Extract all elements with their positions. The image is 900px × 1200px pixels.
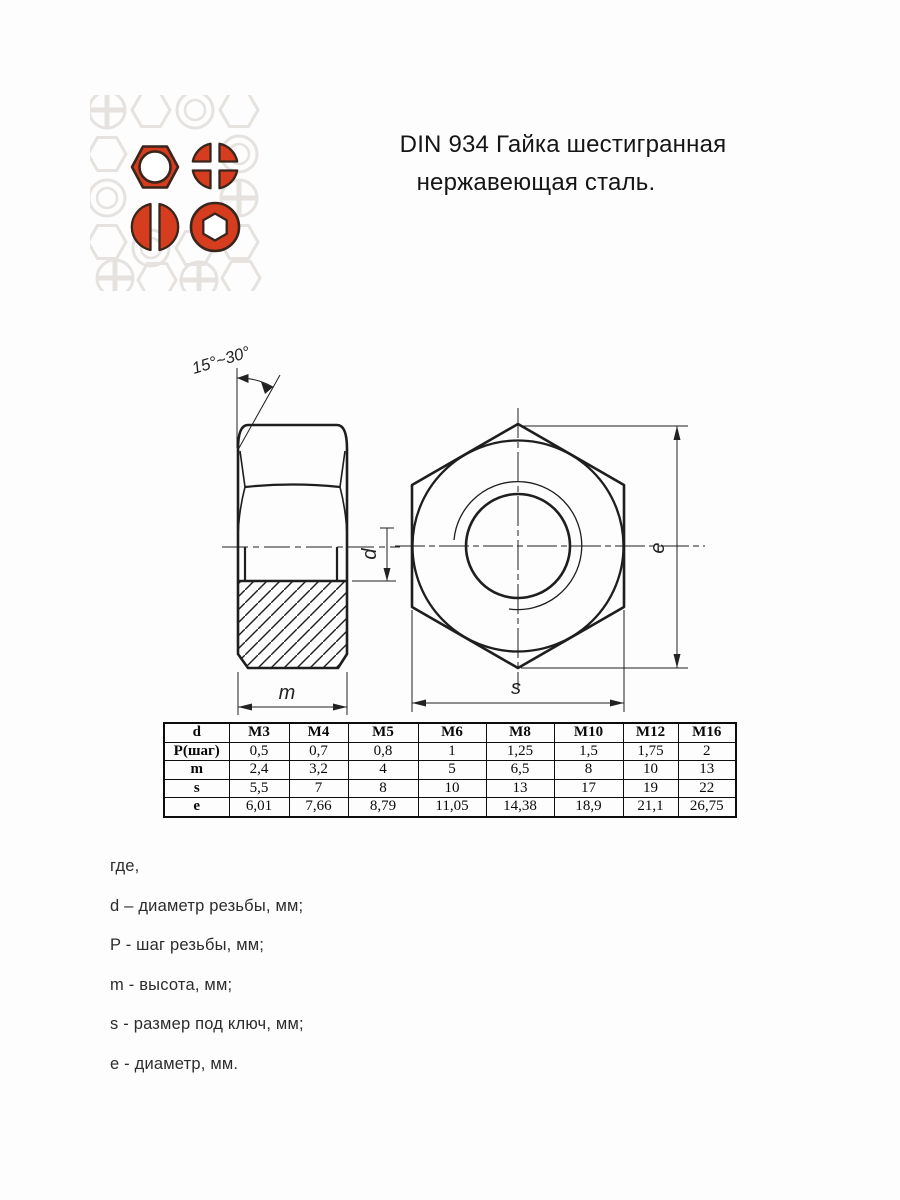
- dimension-m: [238, 672, 347, 715]
- table-cell: M10: [554, 723, 623, 742]
- fastener-watermark-pattern: [90, 95, 260, 291]
- dimension-e: [521, 426, 688, 668]
- table-row: [164, 742, 736, 761]
- table-cell: 5: [418, 761, 486, 780]
- chamfer-angle-dimension: [190, 343, 280, 448]
- legend-line: s - размер под ключ, мм;: [110, 1015, 304, 1033]
- dim-label-m: m: [278, 682, 296, 704]
- section-hatching: [235, 578, 350, 673]
- title-line-1: DIN 934 Гайка шестигранная: [399, 131, 727, 158]
- table-cell: 0,8: [348, 742, 418, 761]
- table-cell: 22: [678, 779, 736, 798]
- table-cell: 14,38: [486, 798, 554, 817]
- table-cell: M16: [678, 723, 736, 742]
- table-cell: 26,75: [678, 798, 736, 817]
- table-cell: 10: [418, 779, 486, 798]
- table-cell: 5,5: [229, 779, 289, 798]
- table-cell: 1: [418, 742, 486, 761]
- legend-line: где,: [110, 857, 140, 875]
- table-cell: d: [164, 723, 229, 742]
- table-cell: 7,66: [289, 798, 348, 817]
- table-cell: s: [164, 779, 229, 798]
- table-cell: 11,05: [418, 798, 486, 817]
- page-title: [305, 126, 821, 202]
- table-cell: 1,5: [554, 742, 623, 761]
- legend-line: e - диаметр, мм.: [110, 1054, 239, 1073]
- table-cell: 6,01: [229, 798, 289, 817]
- table-cell: M8: [486, 723, 554, 742]
- table-cell: 13: [678, 761, 736, 780]
- title-line-2: нержавеющая сталь.: [416, 169, 656, 196]
- table-cell: P(шаг): [164, 742, 229, 761]
- company-logo: [90, 95, 275, 291]
- table-cell: 21,1: [623, 798, 678, 817]
- angle-label: 15°~30°: [189, 343, 253, 378]
- dimension-legend: [110, 847, 304, 1084]
- hex-nut-icon: [132, 147, 178, 188]
- front-view-drawing: [395, 408, 705, 712]
- table-row: [164, 798, 736, 817]
- table-cell: 1,25: [486, 742, 554, 761]
- phillips-head-icon: [193, 144, 237, 188]
- table-cell: 3,2: [289, 761, 348, 780]
- table-header-row: [164, 723, 736, 742]
- legend-line: m - высота, мм;: [110, 975, 233, 994]
- table-cell: M4: [289, 723, 348, 742]
- table-cell: 6,5: [486, 761, 554, 780]
- table-cell: 2,4: [229, 761, 289, 780]
- dim-label-d: d: [359, 548, 381, 560]
- side-view-drawing: [190, 343, 400, 715]
- table-cell: m: [164, 761, 229, 780]
- table-cell: 8: [554, 761, 623, 780]
- technical-drawing: [180, 330, 760, 720]
- table-cell: 13: [486, 779, 554, 798]
- table-cell: 10: [623, 761, 678, 780]
- table-cell: 1,75: [623, 742, 678, 761]
- table-cell: 7: [289, 779, 348, 798]
- legend-line: P - шаг резьбы, мм;: [110, 936, 265, 954]
- table-row: [164, 779, 736, 798]
- dim-label-s: s: [511, 677, 521, 699]
- dimension-d: [352, 528, 396, 581]
- table-cell: M6: [418, 723, 486, 742]
- table-cell: 2: [678, 742, 736, 761]
- table-cell: 4: [348, 761, 418, 780]
- table-row: [164, 761, 736, 780]
- dim-label-e: e: [647, 542, 669, 554]
- legend-line: d – диаметр резьбы, мм;: [110, 896, 304, 915]
- table-cell: 8: [348, 779, 418, 798]
- table-cell: 0,7: [289, 742, 348, 761]
- table-cell: M5: [348, 723, 418, 742]
- slotted-head-icon: [132, 204, 178, 250]
- table-cell: 19: [623, 779, 678, 798]
- table-cell: 17: [554, 779, 623, 798]
- dimensions-table: [163, 722, 737, 818]
- table-cell: e: [164, 798, 229, 817]
- table-cell: 18,9: [554, 798, 623, 817]
- hex-socket-icon: [191, 203, 239, 251]
- table-cell: 0,5: [229, 742, 289, 761]
- table-cell: M12: [623, 723, 678, 742]
- table-cell: 8,79: [348, 798, 418, 817]
- table-cell: M3: [229, 723, 289, 742]
